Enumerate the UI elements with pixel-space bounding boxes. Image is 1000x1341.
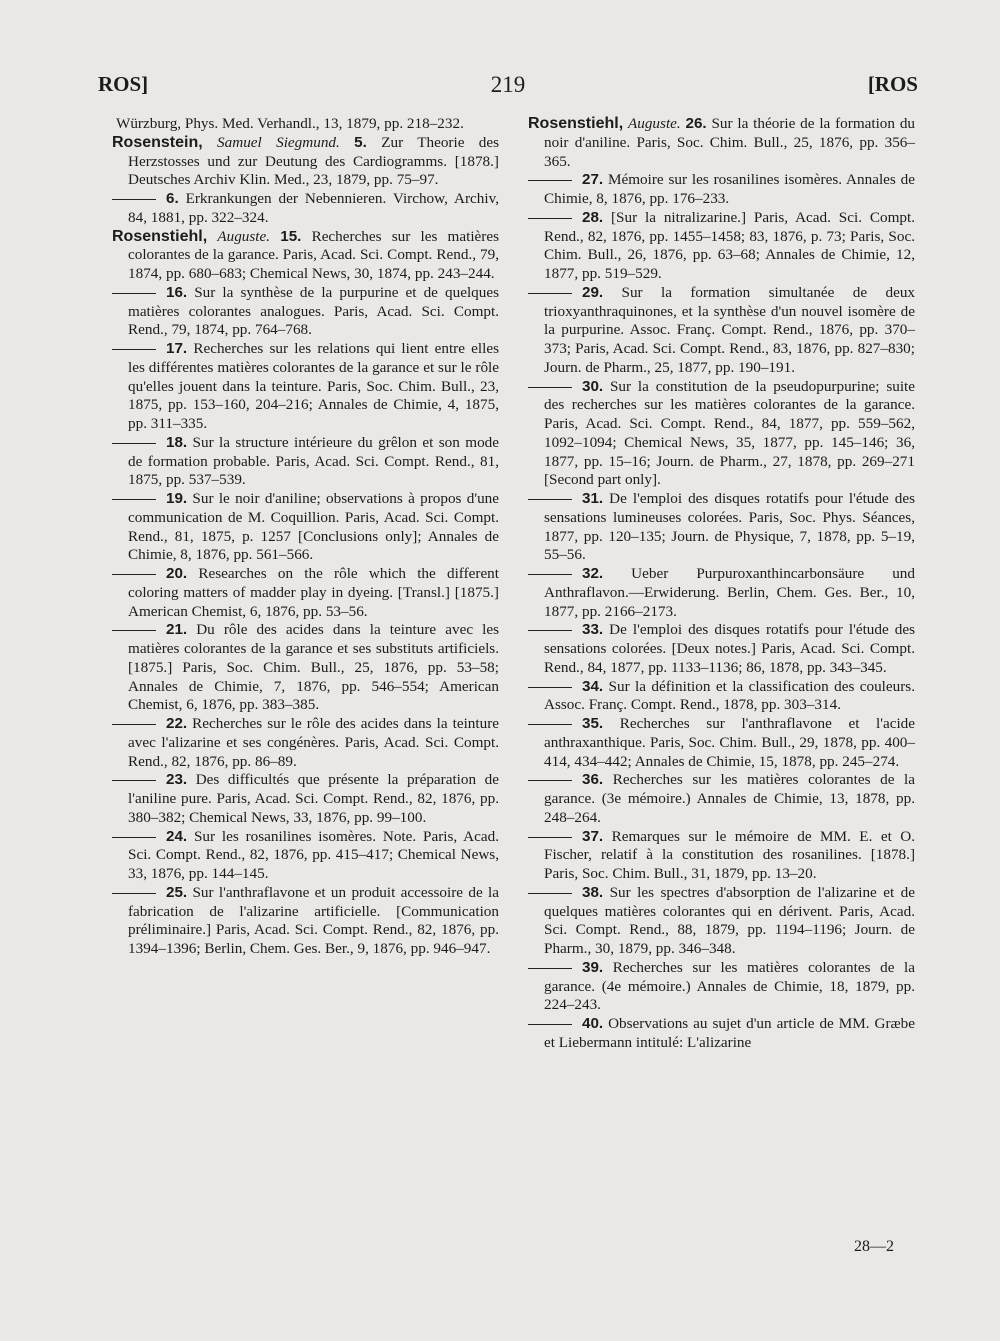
ditto-dash <box>528 687 572 688</box>
bibliography-entry <box>528 621 915 677</box>
entry-text: Researches on the rôle which the different coloring matters of madder play in dyeing. [Transl.] [1875.] American Chemist, 6, 1876, pp. 53–56. <box>128 565 499 620</box>
ditto-dash <box>528 968 572 969</box>
entry-text: Erkrankungen der Nebennieren. Virchow, Archiv, 84, 1881, pp. 322–324. <box>128 190 499 226</box>
header-right: [ROS <box>867 72 918 96</box>
ditto-dash <box>112 443 156 444</box>
author-entry <box>112 134 499 190</box>
bibliography-entry <box>112 490 499 565</box>
bibliography-entry <box>528 378 915 491</box>
running-header <box>98 72 918 102</box>
entry-number: 30. <box>582 377 604 395</box>
entry-number: 34. <box>582 677 604 695</box>
entry-text: Recherches sur les matières colorantes de la garance. Paris, Acad. Sci. Compt. Rend., 79, 1874, pp. 680–683; Chemical News, 30, 1874, pp. 243–244. <box>128 227 499 282</box>
entry-text: Sur la constitution de la pseudopurpurine; suite des recherches sur les matières colorantes de la garance. Paris, Acad. Sci. Compt. Rend., 84, 1877, pp. 559–562, 1092–1094; Chemical News, 35, 1877, pp. 145–146; 36, 1877, pp. 15–16; Journ. de Pharm., 27, 1878, pp. 269–271 [Second part only]. <box>544 377 916 489</box>
ditto-dash <box>528 293 572 294</box>
ditto-dash <box>528 893 572 894</box>
entry-text: Sur la structure intérieure du grêlon et son mode de formation probable. Paris, Acad. Sci. Compt. Rend., 81, 1875, pp. 537–539. <box>128 433 500 489</box>
entry-text: Remarques sur le mémoire de MM. E. et O. Fischer, relatif à la constitution des rosanilines. [1878.] Paris, Soc. Chim. Bull., 31, 1879, pp. 13–20. <box>544 827 916 882</box>
entry-text: Sur la théorie de la formation du noir d'aniline. Paris, Soc. Chim. Bull., 25, 1876, pp. 356–365. <box>544 115 916 170</box>
entry-text: Sur les rosanilines isomères. Note. Paris, Acad. Sci. Compt. Rend., 82, 1876, pp. 415–417; Chemical News, 33, 1876, pp. 144–145. <box>128 827 500 882</box>
entry-number: 24. <box>166 827 188 845</box>
ditto-dash <box>112 293 156 294</box>
entry-number: 21. <box>166 621 188 639</box>
bibliography-entry <box>528 715 915 771</box>
left-column <box>112 115 499 959</box>
entry-number: 27. <box>582 171 604 189</box>
entry-text: Zur Theorie des Herzstosses und zur Deutung des Cardiogramms. [1878.] Deutsches Archiv Klin. Med., 23, 1879, pp. 75–97. <box>128 133 500 189</box>
entry-text: De l'emploi des disques rotatifs pour l'étude des sensations colorées. [Deux notes.] Paris, Acad. Sci. Compt. Rend., 84, 1877, pp. 1133–1136; 86, 1878, pp. 343–345. <box>544 621 916 676</box>
author-entry <box>112 228 499 284</box>
bibliography-entry <box>528 171 915 209</box>
entry-number: 35. <box>582 715 604 732</box>
bibliography-entry <box>112 434 499 490</box>
right-column <box>528 115 915 1053</box>
entry-number: 33. <box>582 621 604 639</box>
entry-number: 25. <box>166 883 188 901</box>
bibliography-entry <box>112 621 499 715</box>
ditto-dash <box>112 574 156 575</box>
ditto-dash <box>112 724 156 725</box>
entry-text: Des difficultés que présente la préparation de l'aniline pure. Paris, Acad. Sci. Compt. Rend., 82, 1876, pp. 380–382; Chemical News, 33, 1876, pp. 99–100. <box>128 771 499 826</box>
entry-text: De l'emploi des disques rotatifs pour l'étude des sensations lumineuses colorées. Paris, Soc. Phys. Séances, 1877, pp. 120–135; Journ. de Physique, 7, 1878, pp. 5–19, 55–56. <box>544 490 916 564</box>
bibliography-entry <box>112 771 499 827</box>
ditto-dash <box>112 893 156 894</box>
entry-number: 31. <box>582 490 604 507</box>
entry-text: Ueber Purpuroxanthincarbonsäure und Anthraflavon.—Erwiderung. Berlin, Chem. Ges. Ber., 10, 1877, pp. 2166–2173. <box>544 565 915 620</box>
bibliography-entry <box>528 678 915 716</box>
entry-text: [Sur la nitralizarine.] Paris, Acad. Sci. Compt. Rend., 82, 1876, pp. 1455–1458; 83, 1876, p. 73; Paris, Soc. Chim. Bull., 26, 1876, pp. 63–68; Annales de Chimie, 12, 1877, pp. 519–529. <box>544 208 915 282</box>
author-given-name: Samuel Siegmund. <box>217 133 340 151</box>
bibliography-entry <box>112 284 499 340</box>
entry-text: Recherches sur les matières colorantes de la garance. (4e mémoire.) Annales de Chimie, 18, 1879, pp. 224–243. <box>544 958 916 1014</box>
entry-text: Observations au sujet d'un article de MM. Græbe et Liebermann intitulé: L'alizarine <box>544 1015 915 1051</box>
ditto-dash <box>528 499 572 500</box>
entry-number: 18. <box>166 433 188 451</box>
ditto-dash <box>112 630 156 631</box>
entry-number: 6. <box>166 190 179 207</box>
entry-number: 38. <box>582 883 604 901</box>
bibliography-entry <box>528 828 915 884</box>
entry-text: Sur l'anthraflavone et un produit accessoire de la fabrication de l'alizarine artificielle. [Communication préliminaire.] Paris, Acad. Sci. Compt. Rend., 82, 1876, pp. 1394–1396; Berlin, Chem. Ges. Ber., 9, 1876, pp. 946–947. <box>128 883 499 957</box>
entry-number: 15. <box>280 227 302 245</box>
entry-number: 28. <box>582 208 604 226</box>
entry-number: 17. <box>166 340 188 357</box>
bibliography-entry <box>528 1015 915 1053</box>
bibliography-entry <box>112 115 499 134</box>
bibliography-entry <box>112 340 499 434</box>
ditto-dash <box>528 724 572 725</box>
entry-text: Du rôle des acides dans la teinture avec les matières colorantes de la garance et ses substituts artificiels. [1875.] Paris, Soc. Chim. Bull., 25, 1876, pp. 53–58; Annales de Chimie, 7, 1876, pp. 546–554; American Chemist, 6, 1876, pp. 383–385. <box>128 621 499 714</box>
ditto-dash <box>528 780 572 781</box>
entry-number: 5. <box>354 133 367 151</box>
bibliography-entry <box>112 828 499 884</box>
entry-number: 37. <box>582 827 604 845</box>
entry-text: Würzburg, Phys. Med. Verhandl., 13, 1879, pp. 218–232. <box>116 115 464 132</box>
bibliography-entry <box>112 884 499 959</box>
entry-text: Sur le noir d'aniline; observations à propos d'une communication de M. Coquillion. Paris, Acad. Sci. Compt. Rend., 81, 1875, p. 1257 [Conclusions only]; Annales de Chimie, 8, 1876, pp. 561–566. <box>128 490 499 564</box>
bibliography-entry <box>112 565 499 621</box>
ditto-dash <box>112 349 156 350</box>
author-entry <box>528 115 915 171</box>
bibliography-entry <box>528 209 915 284</box>
entry-number: 29. <box>582 283 604 301</box>
author-surname: Rosenstiehl, <box>112 227 208 245</box>
author-surname: Rosenstein, <box>112 133 203 151</box>
entry-number: 20. <box>166 565 188 582</box>
entry-text: Sur les spectres d'absorption de l'alizarine et de quelques matières colorantes qui en dérivent. Paris, Acad. Sci. Compt. Rend., 88, 1879, pp. 1194–1196; Journ. de Pharm., 30, 1879, pp. 346–348. <box>544 883 915 957</box>
ditto-dash <box>112 199 156 200</box>
entry-number: 16. <box>166 283 188 301</box>
bibliography-entry <box>112 190 499 228</box>
bibliography-entry <box>528 884 915 959</box>
entry-number: 32. <box>582 565 604 582</box>
ditto-dash <box>528 180 572 181</box>
ditto-dash <box>528 630 572 631</box>
entry-number: 36. <box>582 771 604 789</box>
signature-mark: 28—2 <box>854 1238 894 1255</box>
ditto-dash <box>528 218 572 219</box>
bibliography-entry <box>112 715 499 771</box>
ditto-dash <box>528 387 572 388</box>
entry-number: 26. <box>685 115 707 132</box>
ditto-dash <box>112 780 156 781</box>
ditto-dash <box>528 574 572 575</box>
entry-number: 40. <box>582 1015 604 1032</box>
entry-number: 22. <box>166 715 188 732</box>
entry-number: 39. <box>582 958 604 976</box>
entry-text: Sur la synthèse de la purpurine et de quelques matières colorantes analogues. Paris, Acad. Sci. Compt. Rend., 79, 1874, pp. 764–768. <box>128 283 500 339</box>
entry-text: Recherches sur les matières colorantes de la garance. (3e mémoire.) Annales de Chimie, 13, 1878, pp. 248–264. <box>544 771 916 826</box>
entry-text: Sur la formation simultanée de deux trioxyanthraquinones, et la synthèse d'un nouvel isomère de la purpurine. Assoc. Franç. Compt. Rend., 1876, pp. 370–373; Paris, Acad. Sci. Compt. Rend., 83, 1876, pp. 827–830; Journ. de Pharm., 25, 1877, pp. 190–191. <box>544 283 916 376</box>
header-left: ROS] <box>98 72 149 96</box>
entry-text: Recherches sur le rôle des acides dans la teinture avec l'alizarine et ses congénères. Paris, Acad. Sci. Compt. Rend., 82, 1876, pp. 86–89. <box>128 715 499 770</box>
entry-text: Recherches sur l'anthraflavone et l'acide anthraxanthique. Paris, Soc. Chim. Bull., 29, 1878, pp. 400–414, 434–442; Annales de Chimie, 15, 1878, pp. 245–274. <box>544 715 916 770</box>
author-given-name: Auguste. <box>627 115 681 132</box>
bibliography-entry <box>528 284 915 378</box>
entry-number: 19. <box>166 490 188 507</box>
page-number: 219 <box>490 72 526 97</box>
bibliography-entry <box>528 565 915 621</box>
ditto-dash <box>112 499 156 500</box>
bibliography-entry <box>528 771 915 827</box>
ditto-dash <box>528 1024 572 1025</box>
bibliography-entry <box>528 959 915 1015</box>
entry-text: Recherches sur les relations qui lient entre elles les différentes matières colorantes de la garance et sur le rôle qu'elles jouent dans la teinture. Paris, Soc. Chim. Bull., 23, 1875, pp. 153–160, 204–216; Annales de Chimie, 4, 1875, pp. 311–335. <box>128 340 499 432</box>
author-surname: Rosenstiehl, <box>528 115 624 132</box>
entry-text: Mémoire sur les rosanilines isomères. Annales de Chimie, 8, 1876, pp. 176–233. <box>544 171 916 207</box>
ditto-dash <box>112 837 156 838</box>
ditto-dash <box>528 837 572 838</box>
bibliography-entry <box>528 490 915 565</box>
entry-text: Sur la définition et la classification des couleurs. Assoc. Franç. Compt. Rend., 1878, pp. 303–314. <box>544 677 915 714</box>
author-given-name: Auguste. <box>217 227 271 245</box>
entry-number: 23. <box>166 771 188 789</box>
